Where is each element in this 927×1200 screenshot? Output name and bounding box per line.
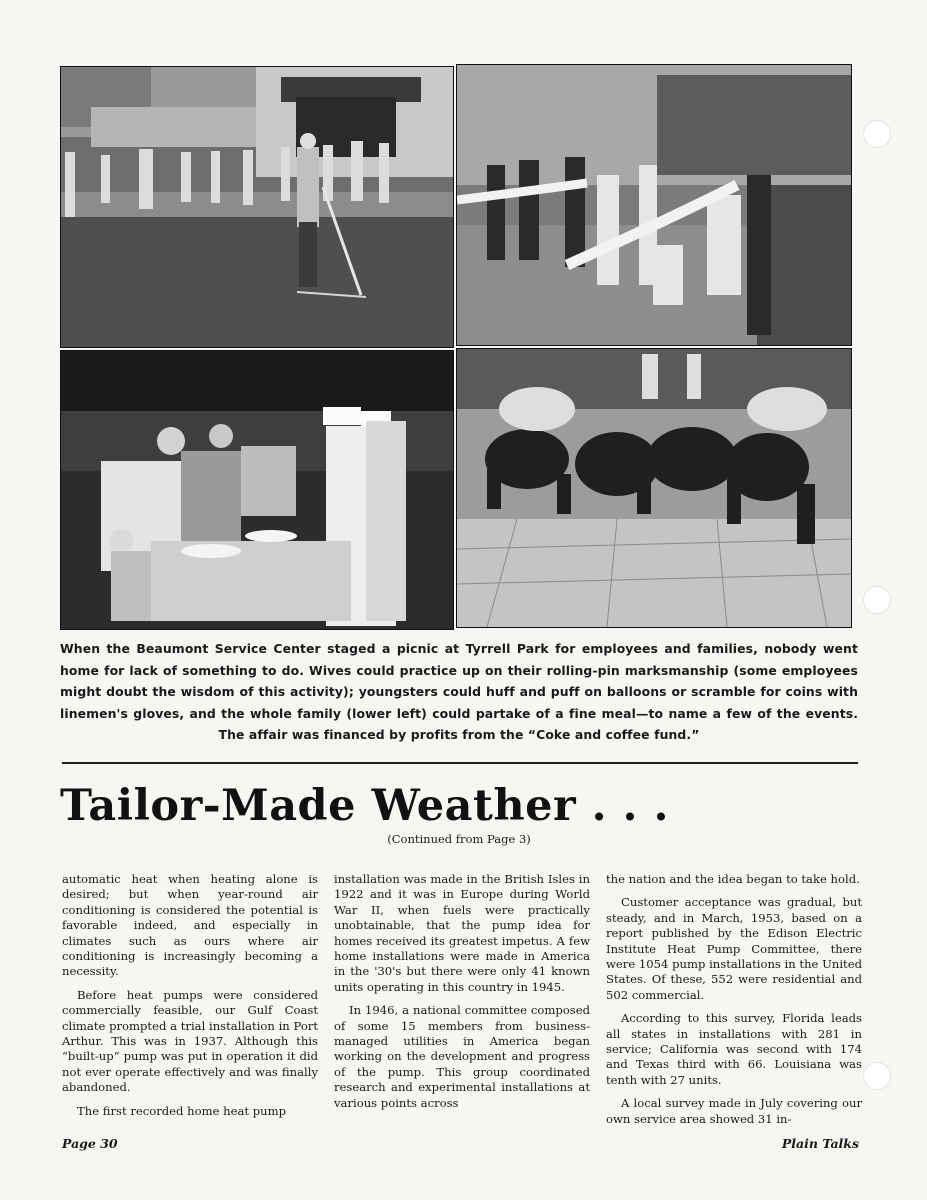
paragraph: Customer acceptance was gradual, but steady, and in March, 1953, based on a report published by the Edison Electric Institute Heat Pump Committee, there were 1054 pump installations in the United States. Of these, 552 were residential and 502 commercial. — [606, 895, 862, 1002]
photo-rolling-pin-toss — [60, 66, 454, 348]
article-column-1 — [62, 872, 318, 1127]
paragraph: installation was made in the British Isles in 1922 and it was in Europe during World War II, when fuels were practically unobtainable, that the pump idea for homes received its greatest impetus. A few home installations were made in America in the '30's but there were only 41 known units operating in this country in 1945. — [334, 872, 590, 994]
paragraph: A local survey made in July covering our own service area showed 31 in- — [606, 1096, 862, 1126]
paragraph: automatic heat when heating alone is desired; but when year-round air conditioning is considered the potential is favorable indeed, and especially in climates such as ours where air conditioning is increasingly becoming a necessity. — [62, 872, 318, 979]
article-column-3 — [606, 872, 862, 1135]
punch-hole — [863, 586, 891, 614]
punch-hole — [863, 120, 891, 148]
publication-name: Plain Talks — [781, 1136, 859, 1151]
article-title: Tailor-Made Weather . . . — [60, 781, 669, 831]
paragraph: Before heat pumps were considered commercially feasible, our Gulf Coast climate prompted a trial installation in Port Arthur. This was in 1937. Although this “built-up” pump was put in operation it did not ever operate effectively and was finally abandoned. — [62, 987, 318, 1095]
photo-balloon-contest — [456, 64, 852, 346]
paragraph: the nation and the idea began to take hold. — [606, 872, 860, 886]
paragraph: According to this survey, Florida leads all states in installations with 281 in service; California was second with 174 and Texas third with 66. Louisiana was tenth with 27 units. — [606, 1011, 862, 1087]
photo-family-meal — [60, 350, 454, 630]
article-column-2 — [334, 872, 590, 1119]
photo-coin-scramble — [456, 348, 852, 628]
paragraph: In 1946, a national committee composed of some 15 members from business-managed utilities in America began working on the development and progress of the pump. This group coordinated research and experimental installations at various points across — [334, 1003, 590, 1110]
page-number: Page 30 — [62, 1136, 118, 1151]
continued-note: (Continued from Page 3) — [387, 832, 531, 846]
photo-caption: When the Beaumont Service Center staged a picnic at Tyrrell Park for employees and families, nobody went home for lack of something to do. Wives could practice up on their rolling-pin marksmanship (some employees might doubt the wisdom of this activity); youngsters could huff and puff on balloons or scramble for coins with linemen's gloves, and the whole family (lower left) could partake of a fine meal—to name a few of the events. The affair was financed by profits from the “Coke and coffee fund.” — [60, 641, 858, 742]
paragraph: The first recorded home heat pump — [77, 1103, 286, 1118]
section-divider — [62, 762, 858, 764]
punch-hole — [863, 1062, 891, 1090]
